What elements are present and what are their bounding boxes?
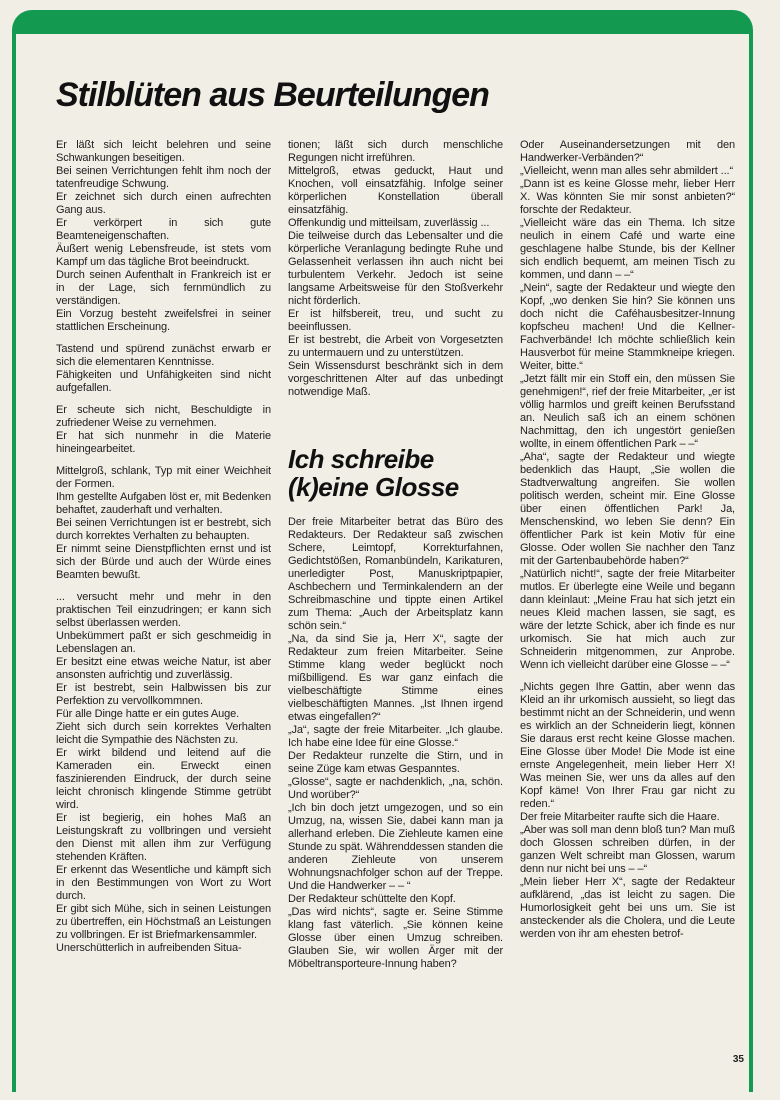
paragraph: Er gibt sich Mühe, sich in seinen Leistungen zu übertreffen, ein Höchstmaß an Leistungen zu vollbringen. Er ist Briefmarkensammler. — [56, 903, 271, 941]
paragraph: Der freie Mitarbeiter betrat das Büro des Redakteurs. Der Redakteur saß zwischen Schere, Leimtopf, Korrekturfahnen, Gedichtstößen, Romanbündeln, Karikaturen, unerledigter Post, Manuskriptpapier, Aschbechern und Terminkalendern an der Schreibmaschine und tippte einen Artikel zum Thema: „Auch der Arbeitsplatz kann schön sein.“ — [288, 516, 503, 632]
paragraph: „Aha“, sagte der Redakteur und wiegte bedenklich das Haupt, „Sie wollen die Stadtverwaltung angreifen. Sie wollen politisch werden, scheint mir. Eine Glosse über einen öffentlichen Park! Ja, Menschenskind, wo leben Sie denn? Ein öffentlicher Park ist kein Motiv für eine Glosse. Oder wollen Sie nachher den Tanz mit der Gartenbaubehörde haben?“ — [520, 451, 735, 567]
paragraph: Ein Vorzug besteht zweifelsfrei in seiner stattlichen Erscheinung. — [56, 308, 271, 333]
paragraph: „Nein“, sagte der Redakteur und wiegte den Kopf, „wo denken Sie hin? Sie können uns doch nicht die Caféhausbesitzer-Innung kopfscheu machen! Und die Kellner-Fachverbände! Ich möchte schließlich kein Hausverbot für meine Stammkneipe kriegen. Weiter, bitte.“ — [520, 282, 735, 372]
paragraph: Mittelgroß, etwas geduckt, Haut und Knochen, voll einsatzfähig. Infolge seiner körperlichen Konstellation überall einsatzfähig. — [288, 165, 503, 216]
paragraph: „Das wird nichts“, sagte er. Seine Stimme klang fast väterlich. „Sie können keine Glosse über einen Umzug schreiben. Glauben Sie, wir wollen Ärger mit der Möbeltransporteure-Innung haben? — [288, 906, 503, 970]
paragraph: Die teilweise durch das Lebensalter und die körperliche Veranlagung bedingte Ruhe und Gelassenheit verlassen ihn auch nicht bei turbulentem Verkehr. Jedoch ist seine langsame Arbeitsweise für den Stoßverkehr nicht förderlich. — [288, 230, 503, 307]
paragraph: Tastend und spürend zunächst erwarb er sich die elementaren Kenntnisse. — [56, 343, 271, 368]
green-frame — [12, 10, 753, 1092]
paragraph: Er hat sich nunmehr in die Materie hineingearbeitet. — [56, 430, 271, 455]
section-heading-line2: (k)eine Glosse — [288, 472, 459, 502]
paragraph: Er scheute sich nicht, Beschuldigte in zufriedener Weise zu vernehmen. — [56, 404, 271, 429]
paragraph: Durch seinen Aufenthalt in Frankreich ist er in der Lage, sich fernmündlich zu verständigen. — [56, 269, 271, 307]
paragraph: Oder Auseinandersetzungen mit den Handwerker-Verbänden?“ — [520, 139, 735, 164]
section-heading — [288, 445, 503, 501]
paragraph: Er zeichnet sich durch einen aufrechten Gang aus. — [56, 191, 271, 216]
paragraph: Unbekümmert paßt er sich geschmeidig in Lebenslagen an. — [56, 630, 271, 655]
paragraph: Unerschütterlich in aufreibenden Situa- — [56, 942, 242, 954]
paragraph: Er verkörpert in sich gute Beamteneigenschaften. — [56, 217, 271, 242]
paragraph: Er erkennt das Wesentliche und kämpft sich in den Bestimmungen von Wort zu Wort durch. — [56, 864, 271, 902]
paragraph: Ihm gestellte Aufgaben löst er, mit Bedenken behaftet, zauderhaft und verhalten. — [56, 491, 271, 516]
page-title: Stilblüten aus Beurteilungen — [56, 76, 489, 114]
paragraph: „Mein lieber Herr X“, sagte der Redakteur aufklärend, „das ist leicht zu sagen. Die Humorlosigkeit geht bei uns um. Sie ist ansteckender als die Cholera, und die Leute werden von ihr am ehesten betrof- — [520, 876, 735, 940]
paragraph: „Aber was soll man denn bloß tun? Man muß doch Glossen schreiben dürfen, in der ganzen Welt schreibt man Glossen, warum denn nur nicht bei uns – –“ — [520, 824, 735, 875]
paragraph: „Vielleicht, wenn man alles sehr abmildert ...“ — [520, 165, 734, 177]
paragraph: Fähigkeiten und Unfähigkeiten sind nicht aufgefallen. — [56, 369, 271, 394]
column-2 — [288, 139, 503, 1081]
paragraph: ... versucht mehr und mehr in den praktischen Teil einzudringen; er kann sich selbst überlassen werden. — [56, 591, 271, 629]
page-number: 35 — [732, 1054, 744, 1065]
column-1 — [56, 139, 271, 1081]
column-3 — [520, 139, 735, 1081]
paragraph: Der Redakteur schüttelte den Kopf. — [288, 893, 456, 905]
paragraph: „Vielleicht wäre das ein Thema. Ich sitze neulich in einem Café und warte eine geschlagene halbe Stunde, bis der Kellner sich endlich bequemt, am meinen Tisch zu kommen, und dann – –“ — [520, 217, 735, 281]
paragraph: „Ja“, sagte der freie Mitarbeiter. „Ich glaube. Ich habe eine Idee für eine Glosse.“ — [288, 724, 503, 749]
paragraph: Er wirkt bildend und leitend auf die Kameraden ein. Erweckt einen faszinierenden Eindruck, der durch seine leicht chronisch klingende Stimme getrübt wird. — [56, 747, 271, 811]
paragraph: „Dann ist es keine Glosse mehr, lieber Herr X. Was könnten Sie mir sonst anbieten?“ forschte der Redakteur. — [520, 178, 735, 216]
paragraph: Er ist hilfsbereit, treu, und sucht zu beeinflussen. — [288, 308, 503, 333]
paragraph: Er nimmt seine Dienstpflichten ernst und ist sich der Bürde und auch der Würde eines Beamten bewußt. — [56, 543, 271, 581]
paragraph: Er ist begierig, ein hohes Maß an Leistungskraft zu vollbringen und versieht den Dienst mit allen ihm zur Verfügung stehenden Kräften. — [56, 812, 271, 863]
paragraph: „Jetzt fällt mir ein Stoff ein, den müssen Sie genehmigen!“, rief der freie Mitarbeiter, „er ist völlig harmlos und greift keinen Berufsstand an. Neulich saß ich an einem schönen Nachmittag, den ich ungestört genießen wollte, in einem öffentlichen Park – –“ — [520, 373, 735, 450]
paragraph: „Glosse“, sagte er nachdenklich, „na, schön. Und worüber?“ — [288, 776, 503, 801]
paragraph: Bei seinen Verrichtungen ist er bestrebt, sich durch korrektes Verhalten zu behaupten. — [56, 517, 271, 542]
paragraph: Sein Wissensdurst beschränkt sich in dem vorgeschrittenen Alter auf das unbedingt notwendige Maß. — [288, 360, 503, 398]
paragraph: Bei seinen Verrichtungen fehlt ihm noch der tatenfreudige Schwung. — [56, 165, 271, 190]
paragraph: Zieht sich durch sein korrektes Verhalten leicht die Sympathie des Nächsten zu. — [56, 721, 271, 746]
paragraph: „Ich bin doch jetzt umgezogen, und so ein Umzug, na, wissen Sie, dabei kann man ja allerhand erleben. Die Ziehleute kamen eine Stunde zu spät. Währenddessen standen die anderen Ziehleute von unserem Wohnungsnachfolger schon auf der Treppe. Und die Handwerker – – “ — [288, 802, 503, 892]
paragraph: „Nichts gegen Ihre Gattin, aber wenn das Kleid an ihr urkomisch aussieht, so liegt das bestimmt nicht an der Schneiderin, und wenn es wirklich an der Schneiderin liegt, können Sie daraus erst recht keine Glosse machen. Eine Glosse über Mode! Die Mode ist eine ernste Angelegenheit, mein lieber Herr X! Was meinen Sie, wer uns da alles auf den Kopf käme! Von Ihrer Frau gar nicht zu reden.“ — [520, 681, 735, 810]
text-columns — [16, 139, 749, 1081]
paragraph: Er besitzt eine etwas weiche Natur, ist aber ansonsten aufrichtig und zuverlässig. — [56, 656, 271, 681]
paragraph: Mittelgroß, schlank, Typ mit einer Weichheit der Formen. — [56, 465, 271, 490]
paragraph: Er läßt sich leicht belehren und seine Schwankungen beseitigen. — [56, 139, 271, 164]
paragraph: Der Redakteur runzelte die Stirn, und in seine Züge kam etwas Gespanntes. — [288, 750, 503, 775]
paragraph: Äußert wenig Lebensfreude, ist stets vom Kampf um das tägliche Brot beeindruckt. — [56, 243, 271, 268]
paragraph: Er ist bestrebt, die Arbeit von Vorgesetzten zu untermauern und zu unterstützen. — [288, 334, 503, 359]
paragraph: Er ist bestrebt, sein Halbwissen bis zur Perfektion zu vervollkommnen. — [56, 682, 271, 707]
paragraph: Für alle Dinge hatte er ein gutes Auge. — [56, 708, 240, 720]
paragraph: tionen; läßt sich durch menschliche Regungen nicht irreführen. — [288, 139, 503, 164]
paragraph: Offenkundig und mitteilsam, zuverlässig ... — [288, 217, 490, 229]
section-heading-line1: Ich schreibe — [288, 444, 434, 474]
paragraph: „Na, da sind Sie ja, Herr X“, sagte der Redakteur zum freien Mitarbeiter. Seine Stimme klang weder beglückt noch mißbilligend. Es war ganz einfach die vielbeschäftigte Stimme eines vielbeschäftigten Mannes. „Ist Ihnen irgend etwas eingefallen?“ — [288, 633, 503, 723]
paragraph: „Natürlich nicht!“, sagte der freie Mitarbeiter mutlos. Er überlegte eine Weile und begann dann kleinlaut: „Meine Frau hat sich jetzt ein neues Kleid machen lassen, sie sagt, es wäre der letzte Schick, aber ich finde es nur urkomisch. Sie hat mich auch zur Schneiderin mitgenommen, zur Anprobe. Wenn ich vielleicht darüber eine Glosse – –“ — [520, 568, 735, 671]
paragraph: Der freie Mitarbeiter raufte sich die Haare. — [520, 811, 720, 823]
